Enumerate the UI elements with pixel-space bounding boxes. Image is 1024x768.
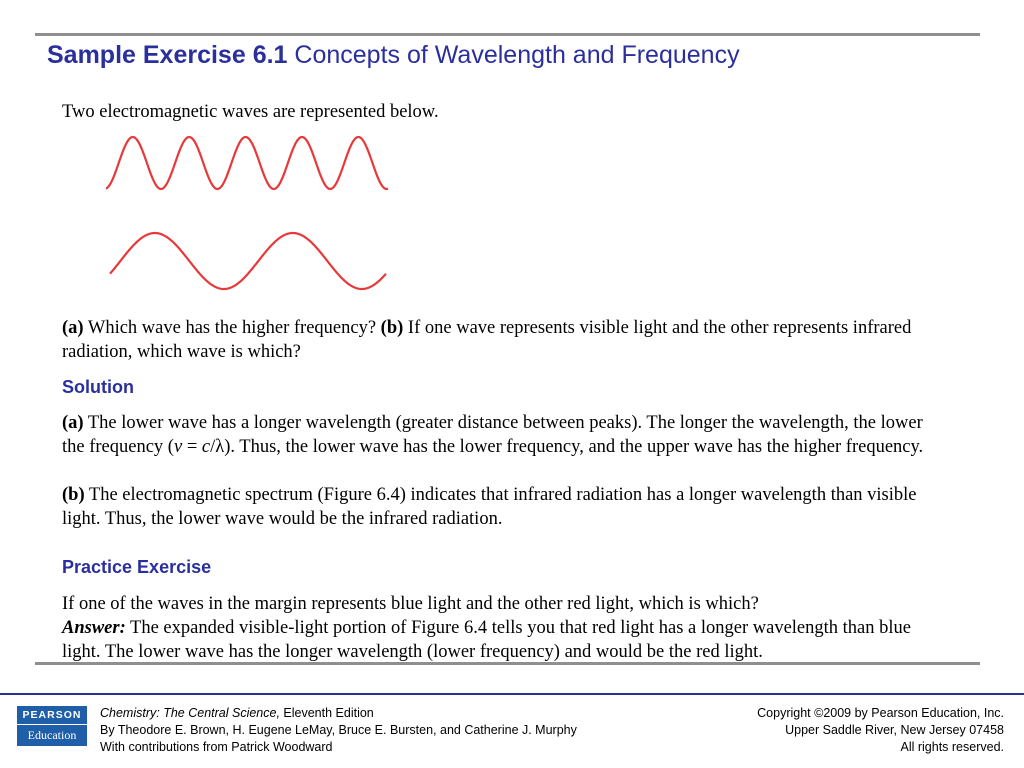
footer-divider — [0, 693, 1024, 695]
solution-a-text-2: ). Thus, the lower wave has the lower frequency, and the upper wave has the higher frequency. — [224, 437, 924, 457]
practice-answer-label: Answer: — [62, 618, 126, 638]
solution-b-text: The electromagnetic spectrum (Figure 6.4) indicates that infrared radiation has a longer wavelength than visible light. Thus, the lower wave would be the infrared radiation. — [62, 485, 917, 529]
practice-question: If one of the waves in the margin represents blue light and the other red light, which is which? — [62, 594, 759, 614]
copyright-line: Copyright ©2009 by Pearson Education, Inc. — [757, 706, 1004, 720]
question-b-text: If one wave represents visible light and the other represents infrared radiation, which wave is which? — [62, 318, 912, 362]
book-edition: Eleventh Edition — [279, 706, 374, 720]
question-a-text: Which wave has the higher frequency? — [87, 318, 377, 338]
bottom-divider — [35, 662, 980, 665]
question-b-label: (b) — [380, 318, 404, 338]
publisher-address: Upper Saddle River, New Jersey 07458 — [785, 723, 1004, 737]
formula-c: c — [201, 437, 211, 457]
formula-equals: = — [182, 437, 202, 457]
solution-b — [62, 483, 942, 531]
page-title — [47, 41, 740, 70]
formula-nu: ν — [173, 437, 183, 457]
logo-line-2: Education — [27, 728, 77, 742]
solution-a — [62, 411, 942, 459]
upper-wave — [106, 137, 388, 189]
intro-text: Two electromagnetic waves are represented below. — [62, 102, 439, 122]
logo-line-1: PEARSON — [17, 706, 87, 725]
top-divider — [35, 33, 980, 36]
practice-heading: Practice Exercise — [62, 557, 212, 577]
lower-wave — [110, 233, 386, 289]
pearson-logo — [17, 706, 87, 746]
footer-book-info — [100, 705, 577, 756]
solution-a-text-1: The lower wave has a longer wavelength (greater distance between peaks). The longer the wavelength, the lower the frequency ( — [62, 413, 923, 457]
solution-b-label: (b) — [62, 485, 85, 505]
title-topic: Concepts of Wavelength and Frequency — [294, 41, 740, 69]
question-a-label: (a) — [62, 318, 84, 338]
rights-line: All rights reserved. — [900, 740, 1004, 754]
book-title: Chemistry: The Central Science, — [100, 706, 280, 720]
practice-text — [62, 592, 942, 664]
solution-a-label: (a) — [62, 413, 84, 433]
book-contributions: With contributions from Patrick Woodward — [100, 740, 333, 754]
book-authors: By Theodore E. Brown, H. Eugene LeMay, Bruce E. Bursten, and Catherine J. Murphy — [100, 723, 577, 737]
question-text — [62, 316, 942, 364]
footer-copyright — [757, 705, 1004, 756]
waves-figure — [100, 130, 400, 300]
solution-heading: Solution — [62, 377, 134, 397]
title-exercise-number: Sample Exercise 6.1 — [47, 41, 288, 69]
practice-answer-text: The expanded visible-light portion of Figure 6.4 tells you that red light has a longer wavelength than blue light. The lower wave has the longer wavelength (lower frequency) and would be the red light. — [62, 618, 911, 662]
formula-lambda: /λ — [210, 437, 225, 457]
